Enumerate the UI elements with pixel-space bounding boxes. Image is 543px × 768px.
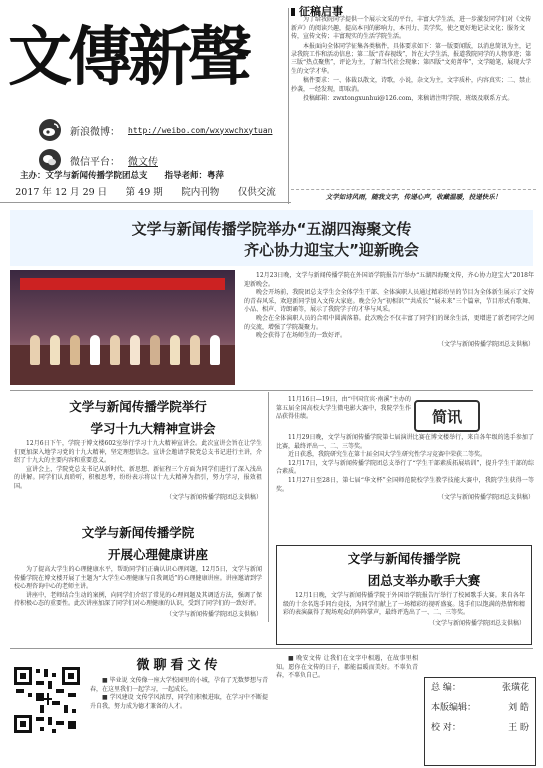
column-weiliao [90,655,268,711]
qr-code[interactable] [12,665,82,735]
circulation: 院内刊物 [181,187,220,198]
article4-title-1: 文学与新闻传播学院 [347,551,461,566]
issue-number: 第 49 期 [125,187,163,198]
notice-intro: 为了给我院同学提供一个展示文采的平台，丰富大学生活，进一步激发同学们对《文传新声》的阅读兴趣，提高本刊的影响力，本刊力、美学奖，使之更好地记录文化；服务文传，宣传文传；丰富现实的生活学院生活。 [291,16,532,41]
wechat-name[interactable]: 微文传 [128,156,158,168]
qr-code-icon [12,665,82,735]
news-item-2: 11月29日晚，文学与新闻传播学院第七届演讲比赛在博文楼举行，来自各年级的选手参加了比赛，最终评出一、二、三等奖。 [276,434,534,450]
proofreader: 王 盼 [508,723,529,733]
issue-date: 2017 年 12 月 29 日 [15,187,108,198]
notice-title: 征稿启事 [291,8,343,16]
news-briefs [276,434,534,503]
notice-footer: 文学如诗风雨，随我文字，传递心声，收藏温暖，投递快乐！ [291,189,536,201]
article3-source: （文学与新闻传播学院团总支供稿） [165,610,262,618]
note: 仅供交流 [237,187,276,198]
column-title: 微聊看文传 [136,658,222,673]
article4-source: （文学与新闻传播学院团总支供稿） [428,619,525,627]
column-goodnight [276,655,418,681]
lead-body-3: 晚会在全体演职人员的合唱中圆满落幕。此次晚会不仅丰富了同学们的课余生活，更增进了新老同学之间的交流，增强了学院凝聚力。 [244,314,534,331]
article3-title-2: 开展心理健康讲座 [107,547,208,562]
weibo-row [38,118,273,142]
news-source: （文学与新闻传播学院团总支供稿） [437,494,534,502]
dateline [0,180,291,203]
news-item-5: 11月27日至28日，第七届“华文杯”全国师范院校学生教学技能大赛中，我院学生获得一等奖。 [276,476,534,493]
notice-p2: 稿件要求：一、体裁以散文，诗歌，小说，杂文为主，文字质朴，内容真实；二、禁止抄袭，一经发现，即取消。 [291,77,532,93]
news-badge: 简讯 [414,400,480,432]
column-body-2: ■ 学风建设 文传学风浓厚，同学们积极进取，在学习中不断提升自我，努力成为德才兼备的人才。 [90,694,268,710]
advisor: 指导老师：粤萍 [164,171,224,181]
news-item-1: 11月16日—19日，由“中国宜宾·南溪”主办的第五届全国高校大学生微电影大赛中，我院学生作品获得佳绩。 [276,396,411,421]
wechat-label: 微信平台： [70,156,120,168]
article-lecture [14,396,262,501]
weibo-label: 新浪微博： [70,126,120,138]
news-brief-1 [276,396,411,422]
lead-headline-1: 文学与新闻传播学院举办“五湖四海聚文传 [131,220,412,238]
proofreader-label: 校 对： [431,723,461,733]
article2-body-2: 宣讲会上，学院党总支书记从新时代、新思想、新征程三个方面为同学们进行了深入浅出的讲解。同学们认真聆听，积极思考，纷纷表示将以十九大精神为指引，努力学习，报效祖国。 [14,465,262,490]
lead-body [244,272,534,349]
masthead-title: 文傳新聲 [8,20,248,95]
article4-body: 12月1日晚，文学与新闻传播学院于外国语学院报告厅举行了校园歌手大赛。来自各年级的十余名选手同台竞技，为同学们献上了一场精彩的视听盛宴。选手们以饱满的热情和精彩的表演赢得了现场观众的阵阵掌声，最终评选出了一、二、三等奖。 [283,592,525,617]
article-psychology [14,522,262,618]
article3-body-2: 讲座中，老师结合生动的案例，向同学们介绍了常见的心理问题及其调适方法，强调了保持积极心态的重要性。此次讲座加深了同学们对心理健康的认识，受到了同学们的一致好评。 [14,591,262,608]
article3-title-1: 文学与新闻传播学院 [81,525,195,540]
column-body-3: ■ 晚安文传 让我们在文字中相遇，在故事里相知。愿你在文传的日子，都能温暖而美好。不辜负青春，不辜负自己。 [276,655,418,680]
page-editor: 刘 皓 [508,703,529,713]
article4-title-2: 团总支举办歌手大赛 [367,573,481,588]
column-body: ■ 毕业说 文传像一座大学校园里的小城，孕育了无数梦想与青春，在这里我们一起学习，一起成长。 [90,677,268,693]
editor-in-chief-label: 总 编： [431,683,461,693]
lead-source: （文学与新闻传播学院团总支供稿） [437,340,534,348]
editorial-staff [424,677,536,766]
news-item-3: 近日获悉，我院研究生在第十届全国大学生研究性学习竞赛中荣获二等奖。 [288,451,487,459]
lead-body-1: 12月23日晚，文学与新闻传播学院在外国语学院报告厅举办“五湖四海聚文传，齐心协力迎宝大”2018年迎新晚会。 [244,272,534,288]
weibo-icon [38,118,62,142]
article2-title-1: 文学与新闻传播学院举行 [69,399,207,414]
stage-banner [20,278,225,290]
article2-source: （文学与新闻传播学院团总支供稿） [165,493,262,501]
article2-title-2: 学习十九大精神宣讲会 [90,421,216,436]
news-item-4: 12月17日，文学与新闻传播学院团总支举行了“学生干部素质拓展培训”，提升学生干部的综合素质。 [276,459,534,476]
lead-headline [10,210,533,266]
article2-body: 12月6日下午，学院于博文楼602室举行学习十九大精神宣讲会。此次宣讲会旨在让学生们更加深入地学习党的十九大精神，坚定理想信念。宣讲会邀请学院党总支书记进行主讲，介绍了十九大的主要内容和重要意义。 [14,440,262,465]
article-singing-contest [276,545,532,645]
lead-headline-2: 齐心协力迎宝大”迎新晚会 [244,241,419,259]
page-editor-label: 本版编辑： [431,703,477,713]
notice-p1: 本报面向全体同学征集各类稿件，具体要求如下：第一版要闻版，以消息简讯为主，记录我院工作和活动信息；第二版“青春视线”，旨在大学生活，报道我院同学的人物事迹；第三版“热点聚焦”，评论为主，了解当代社会现象；第四版“文苑菁华”，文学随笔，展现大学生的文学才华。 [291,42,532,75]
weibo-url[interactable]: http://weibo.com/wxyxwchxytuan [128,125,273,135]
lead-body-4: 晚会获得了在场师生的一致好评。 [256,332,347,340]
host: 主办：文学与新闻传播学院团总支 [20,171,148,181]
article3-body: 为了提高大学生的心理健康水平，帮助同学们正确认识心理问题，12月5日，文学与新闻传播学院在博文楼开展了主题为“大学生心理健康与自我调适”的心理健康讲座。讲座邀请到学校心理咨询中心的老师主讲。 [14,566,262,591]
editor-in-chief: 张璜花 [501,683,529,693]
notice-p3: 投稿邮箱：zwxtongxunhui@126.com，来稿请注明学院、班级及联系方式。 [303,95,514,103]
call-for-papers [291,5,536,208]
gala-photo [10,270,235,385]
lead-body-2: 晚会开场前，我院团总支学生会全体学生干部、全体演职人员通过精彩纷呈的节目为全体新生展示了文传的青春风采，欢迎新同学加入文传大家庭。晚会分为“初相识”“共成长”“展未来”三个篇章，节目形式有歌舞、小品、相声、诗朗诵等，展示了我院学子的才华与风采。 [244,289,534,314]
